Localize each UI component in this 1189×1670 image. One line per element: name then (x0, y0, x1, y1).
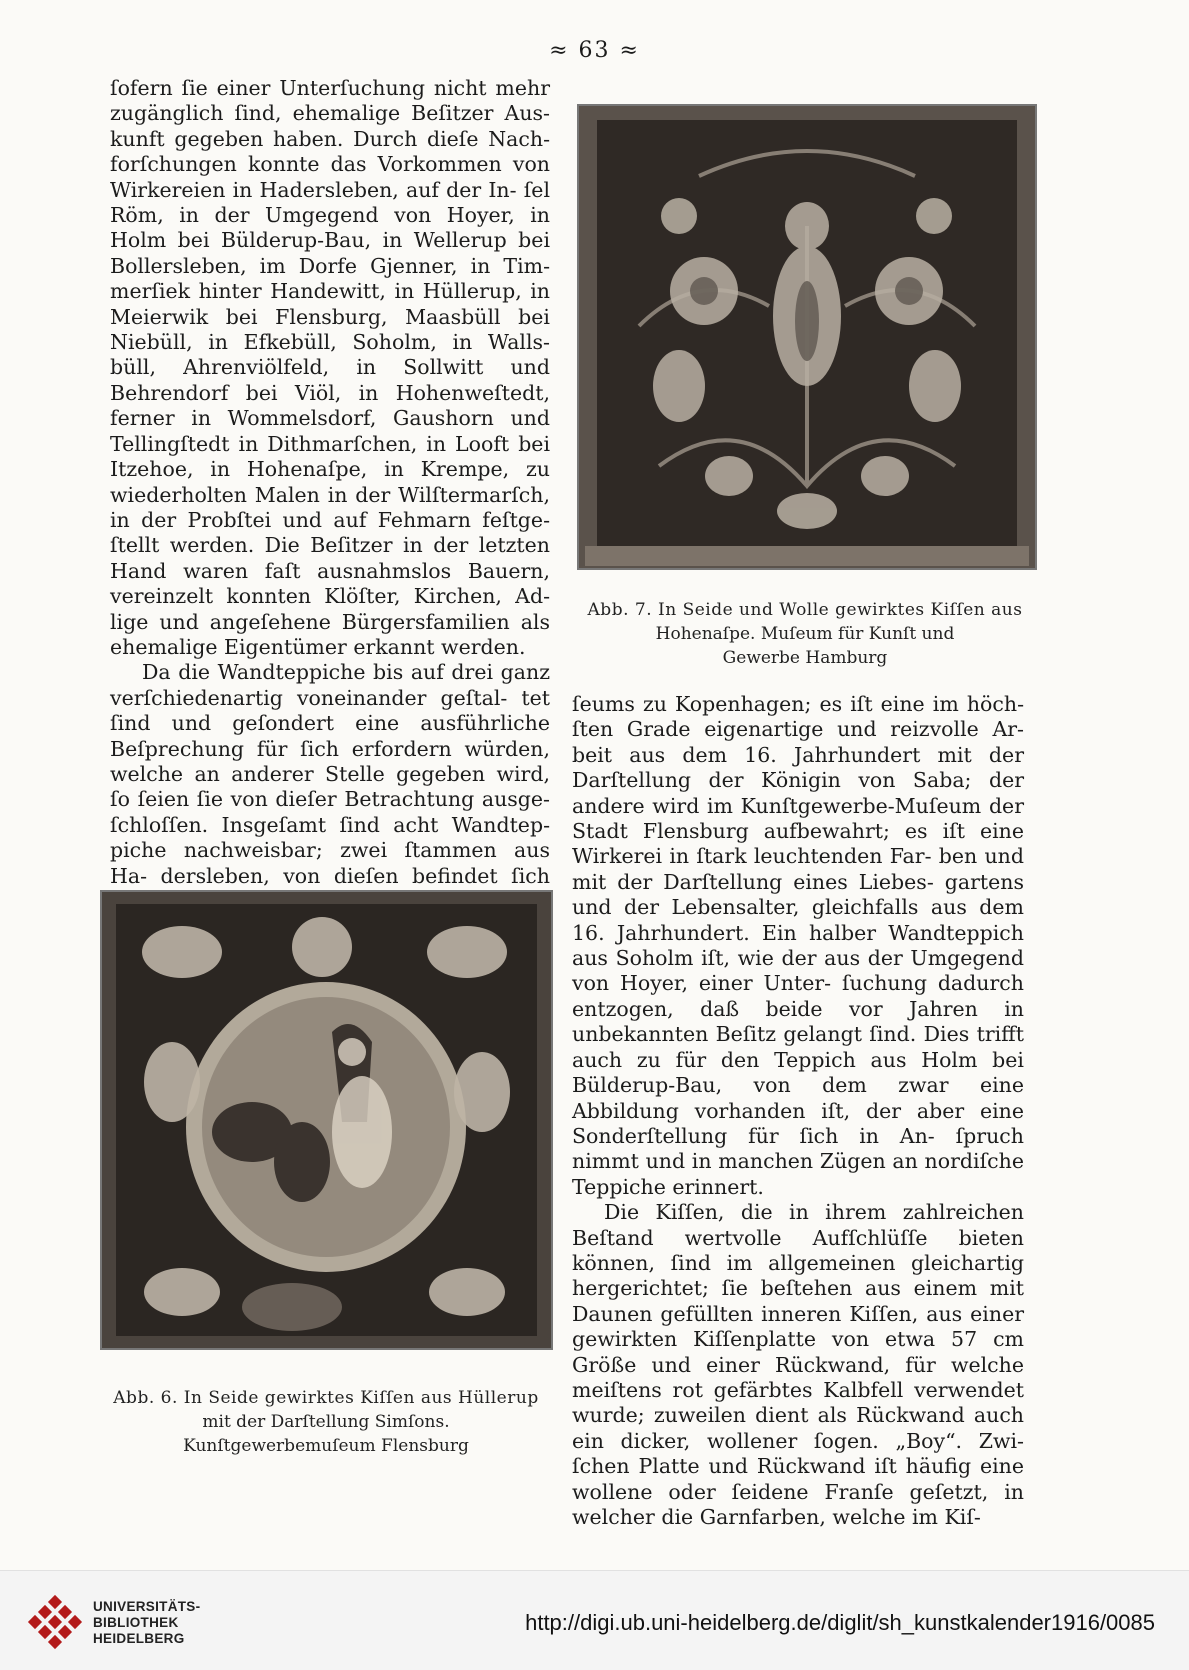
university-library-logo-icon (26, 1593, 84, 1651)
left-column-text (110, 76, 550, 940)
text-line: ehemalige Eigentümer erkannt werden. (110, 634, 526, 659)
text-line: in welcher die Garnfarben, welche im Kiſ- (572, 1479, 1024, 1529)
text-line: Wandteppich aus Soholm iſt, wie der aus (572, 920, 1024, 971)
figure-6-caption (100, 1386, 552, 1458)
text-line: andere wird im Kunſtgewerbe-Muſeum (572, 793, 982, 818)
text-line: wiederholten Malen in der Wilſtermarſch, (110, 482, 550, 507)
text-line: ſtellt werden. Die Beſitzer in der letzten (110, 533, 550, 558)
text-line: beit aus dem 16. Jahrhundert mit der (572, 742, 1024, 767)
text-line: gartens und der Lebensalter, gleichfalls (572, 869, 1024, 920)
text-line: aus dem 16. Jahrhundert. Ein halber (572, 895, 1024, 945)
text-line: vereinzelt konnten Klöſter, Kirchen, Ad- (110, 584, 550, 609)
text-line: kunft gegeben haben. Durch dieſe Nach- (110, 126, 550, 151)
text-line: ferner in Wommelsdorf, Gaushorn und (110, 406, 550, 431)
text-line: Darſtellung der Königin von Saba; der (572, 768, 1024, 793)
text-line: ſchloſſen. Insgeſamt ſind acht Wandtep- (110, 812, 550, 837)
text-line: aus Holm bei Bülderup-Bau, von dem (572, 1047, 1024, 1098)
text-line: Beſprechung für ſich erfordern würden, (110, 736, 550, 761)
footer-bar (0, 1570, 1189, 1670)
text-line: forſchungen konnte das Vorkommen von (110, 152, 550, 177)
text-line: ſind. Dies trifft auch zu für den Teppich (572, 1022, 1024, 1072)
text-line: Wirkereien in Hadersleben, auf der In- (110, 177, 517, 202)
right-column-text (572, 692, 1024, 1530)
text-line: wurde; zuweilen dient als Rückwand auch (572, 1403, 1024, 1428)
text-line: eine wollene oder ſeidene Franſe geſetzt, (572, 1454, 1024, 1504)
text-line: der Stadt Flensburg aufbewahrt; es iſt (572, 793, 1024, 844)
paragraph-4 (572, 1200, 1024, 1530)
text-line: Daunen gefüllten inneren Kiſſen, aus einer (572, 1301, 1024, 1326)
library-name (93, 1599, 200, 1647)
text-line: ſuchung dadurch entzogen, daß beide vor (572, 971, 1024, 1021)
cushion-parrot-illustration (579, 106, 1035, 568)
caption-line: Hohenaſpe. Muſeum für Kunſt und (655, 624, 955, 644)
caption-line: Abb. 6. In Seide gewirktes Kiſſen aus Hüllerup (113, 1388, 539, 1408)
paragraph-1 (110, 76, 550, 660)
library-name-line: BIBLIOTHEK (93, 1615, 179, 1630)
text-line: Jahren in unbekannten Beſitz gelangt (572, 996, 1024, 1047)
text-line: Behrendorf bei Viöl, in Hohenweſtedt, (110, 380, 550, 405)
text-line: lige und angeſehene Bürgersfamilien als (110, 609, 550, 634)
text-line: Größe und einer Rückwand, für welche (572, 1352, 1024, 1377)
text-line: Die Kiſſen, die in ihrem zahlreichen (604, 1200, 1024, 1225)
text-line: der Umgegend von Hoyer, einer Unter- (572, 946, 1024, 996)
text-line: ſchen Platte und Rückwand iſt häufig (572, 1454, 972, 1479)
text-line: ganz verſchiedenartig voneinander geſtal- (110, 660, 550, 710)
text-line: ſofern ſie einer Unterſuchung nicht mehr (110, 76, 550, 100)
text-line: Meierwik bei Flensburg, Maasbüll bei (110, 304, 550, 329)
text-line: ſeien ſie von dieſer Betrachtung ausge- (137, 787, 550, 812)
text-line: piche nachweisbar; zwei ſtammen aus Ha- (110, 838, 550, 888)
text-line: hergerichtet; ſie beſtehen aus einem mit (572, 1276, 1024, 1301)
text-line: Bollersleben, im Dorfe Gjenner, in Tim- (110, 253, 550, 278)
paragraph-3 (572, 692, 1024, 1200)
text-line: eine Wirkerei in ſtark leuchtenden Far- (572, 819, 1024, 869)
text-line: Tellingſtedt in Dithmarſchen, in Looft (110, 431, 510, 456)
figure-7-cushion-parrot (577, 104, 1037, 570)
source-url-link[interactable]: http://digi.ub.uni-heidelberg.de/diglit/sh_kunstkalender1916/0085 (525, 1610, 1155, 1635)
caption-line: Gewerbe Hamburg (722, 648, 888, 668)
page-number: ≈ 63 ≈ (549, 38, 640, 63)
figure-6-cushion-samson (100, 890, 553, 1350)
library-name-line: UNIVERSITÄTS- (93, 1599, 201, 1614)
text-line: zwar eine Abbildung vorhanden iſt, der (572, 1073, 1024, 1123)
text-line: bei Itzehoe, in Hohenaſpe, in Krempe, zu (110, 431, 550, 482)
text-line: Beſtand wertvolle Aufſchlüſſe bieten (572, 1225, 1024, 1250)
cushion-samson-illustration (102, 892, 551, 1348)
text-line: ſeums zu Kopenhagen; es iſt eine im höch- (572, 692, 1024, 716)
text-line: Holm bei Bülderup-Bau, in Wellerup bei (110, 228, 550, 253)
text-line: ein dicker, wollener ſogen. „Boy“. Zwi- (572, 1428, 1024, 1453)
text-line: Niebüll, in Efkebüll, Soholm, in Walls- (110, 330, 550, 355)
library-name-line: HEIDELBERG (93, 1631, 185, 1646)
text-line: gewirkten Kiſſenplatte von etwa 57 cm (572, 1327, 1024, 1352)
text-line: meiſtens rot gefärbtes Kalbfell verwendet (572, 1377, 1024, 1402)
text-line: dersleben, von dieſen befindet ſich (160, 863, 550, 888)
text-line: ben und mit der Darſtellung eines Liebes- (572, 844, 1024, 894)
text-line: nordiſche Teppiche erinnert. (572, 1149, 1024, 1199)
text-line: Da die Wandteppiche bis auf drei (142, 660, 494, 685)
text-line: ſpruch nimmt und in manchen Zügen an (572, 1123, 1024, 1174)
text-line: aber eine Sonderſtellung für ſich in An- (572, 1098, 1024, 1148)
text-line: tet ſind und geſondert eine ausführliche (110, 685, 550, 736)
text-line: ſel Röm, in der Umgegend von Hoyer, in (110, 177, 550, 228)
text-line: welche an anderer Stelle gegeben wird, ſo (110, 761, 550, 812)
text-line: Hand waren faſt ausnahmslos Bauern, (110, 558, 550, 583)
text-line: ſten Grade eigenartige und reizvolle Ar- (572, 717, 1024, 742)
text-line: zugänglich ſind, ehemalige Beſitzer Aus- (110, 101, 550, 126)
caption-line: mit der Darſtellung Simſons. (202, 1412, 450, 1432)
text-line: büll, Ahrenviölfeld, in Sollwitt und (110, 355, 550, 380)
figure-7-caption (575, 598, 1035, 670)
text-line: merſiek hinter Handewitt, in Hüllerup, in (110, 279, 550, 304)
text-line: in der Probſtei und auf Fehmarn feſtge- (110, 507, 550, 532)
caption-line: Abb. 7. In Seide und Wolle gewirktes Kiſſen aus (587, 600, 1023, 620)
caption-line: Kunſtgewerbemuſeum Flensburg (183, 1436, 469, 1456)
text-line: können, ſind im allgemeinen gleichartig (572, 1250, 1024, 1275)
